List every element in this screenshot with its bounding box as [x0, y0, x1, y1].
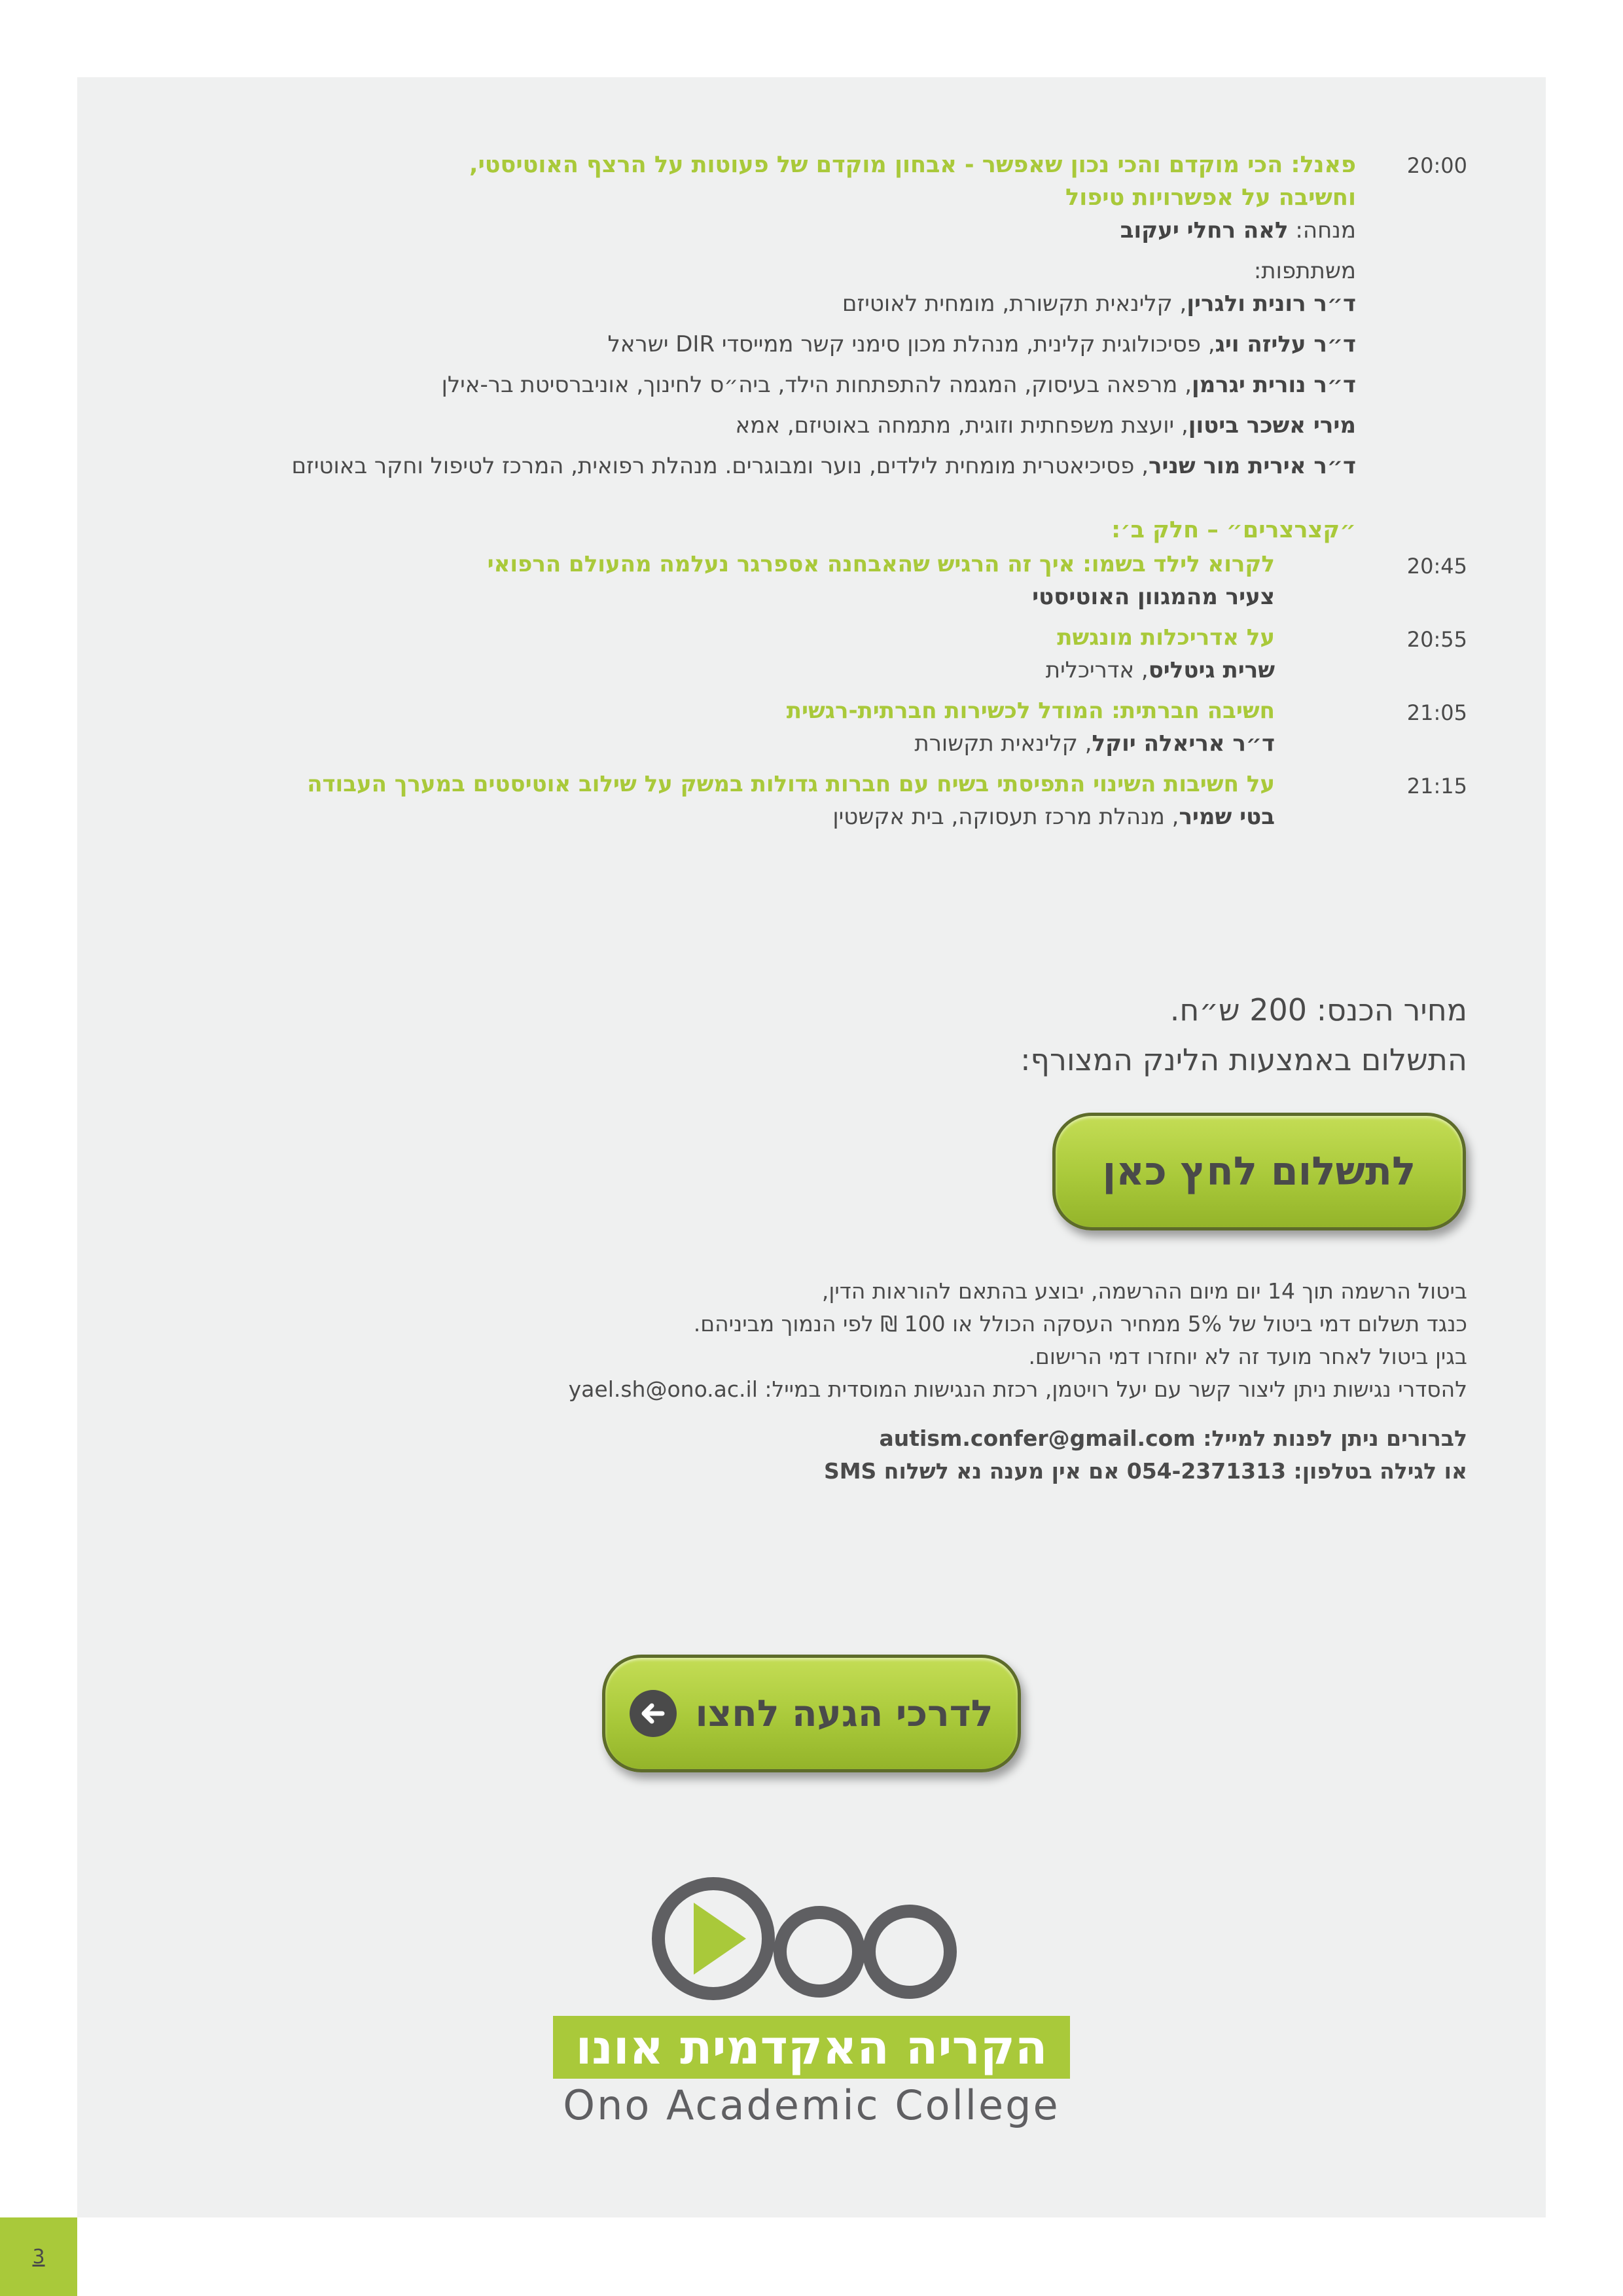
logo-english: Ono Academic College: [563, 2081, 1060, 2129]
participant-name: מירי אשכר ביטון: [1188, 412, 1356, 439]
policy-line: כנגד תשלום דמי ביטול של 5% ממחיר העסקה הכולל או 100 ₪ לפי הנמוך מביניהם.: [693, 1311, 1467, 1336]
participant-desc: , פסיכיאטרית מומחית לילדים, נוער ומבוגרים. מנהלת רפואית, המרכז לטיפול וחקר באוטיזם: [291, 453, 1149, 479]
phone-label: או לגילה בטלפון:: [1286, 1458, 1467, 1484]
speaker-name: בטי שמיר: [1179, 804, 1275, 830]
speaker-name: ד״ר אריאלה יוקל: [1092, 730, 1275, 757]
shorts-heading: ״קצרצרים״ – חלק ב׳:: [1111, 517, 1356, 543]
participant-name: ד״ר רונית ולגרין: [1186, 291, 1356, 317]
logo-hebrew-band: [553, 2016, 1070, 2079]
speaker-desc: , אדריכלית: [1045, 657, 1149, 683]
logo-hebrew: הקריה האקדמית אונו: [575, 2020, 1048, 2075]
panel-title-line2: וחשיבה על אפשרויות טיפול: [1065, 185, 1356, 211]
payment-text: התשלום באמצעות הלינק המצורף:: [1020, 1042, 1467, 1077]
participant-item: [736, 412, 1356, 439]
arrow-left-icon: [630, 1690, 677, 1737]
short-time: 20:45: [1406, 554, 1467, 579]
ono-logo-mark: [648, 1873, 975, 2004]
contact-email-line: [880, 1426, 1468, 1451]
participant-desc: , מרפאה בעיסוק, המגמה להתפתחות הילד, ביה״ס לחינוך, אוניברסיטת בר-אילן: [441, 372, 1192, 398]
speaker-name: צעיר מהמגוון האוטיסטי: [1032, 584, 1275, 610]
policy-line: ביטול הרשמה תוך 14 יום מיום ההרשמה, יבוצע בהתאם להוראות הדין,: [821, 1278, 1467, 1304]
short-time: 21:15: [1406, 774, 1467, 798]
ono-logo: [648, 1873, 975, 2004]
short-time: 21:05: [1406, 700, 1467, 725]
directions-button-label: לדרכי הגעה לחצו: [695, 1692, 993, 1735]
page-number: 3: [0, 2217, 77, 2296]
pay-button-label: לתשלום לחץ כאן: [1102, 1149, 1416, 1194]
short-title: לקרוא לילד בשמו: איך זה הרגיש שהאבחנה אספרגר נעלמה מהעולם הרפואי: [487, 551, 1275, 577]
contact-phone: 054-2371313 אם אין מענה נא לשלוח SMS: [823, 1458, 1287, 1484]
session-time: 20:00: [1406, 153, 1467, 178]
directions-button[interactable]: [602, 1655, 1021, 1772]
participant-desc: , קלינאית תקשורת, מומחית לאוטיזם: [842, 291, 1187, 317]
participant-item: [842, 291, 1356, 317]
speaker-name: שרית גיטליס: [1148, 657, 1275, 683]
policy-block: [569, 1275, 1467, 1406]
contact-phone-line: [824, 1458, 1467, 1484]
pay-button[interactable]: [1052, 1113, 1466, 1230]
email-label: לברורים ניתן לפנות למייל:: [1195, 1426, 1467, 1451]
participant-item: [607, 331, 1356, 357]
short-speaker: [832, 804, 1275, 830]
speaker-desc: , מנהלת מרכז תעסוקה, בית אקשטין: [832, 804, 1179, 830]
participant-name: ד״ר נורית יגרמן: [1192, 372, 1356, 398]
participant-item: [442, 372, 1356, 398]
moderator-name: לאה רחלי יעקוב: [1120, 217, 1289, 243]
participant-name: ד״ר אירית מור שניר: [1149, 453, 1356, 479]
price-text: מחיר הכנס: 200 ש״ח.: [1169, 992, 1467, 1028]
speaker-desc: , קלינאית תקשורת: [914, 730, 1092, 757]
policy-line: להסדרי נגישות ניתן ליצור קשר עם יעל רויטמן, רכזת הנגישות המוסדית במייל: yael.sh@ono.ac.il: [568, 1376, 1467, 1402]
participant-item: [291, 453, 1356, 479]
short-speaker: [914, 730, 1275, 757]
panel-title-line1: פאנל: הכי מוקדם והכי נכון שאפשר - אבחון מוקדם של פעוטות על הרצף האוטיסטי,: [469, 152, 1356, 178]
contact-email-link[interactable]: autism.confer@gmail.com: [879, 1426, 1196, 1451]
short-title: על חשיבות השינוי התפיסתי בשיח עם חברות גדולות במשק על שילוב אוטיסטים במערך העבודה: [307, 771, 1275, 797]
short-title: על אדריכלות מונגשת: [1057, 624, 1275, 651]
participant-desc: , יועצת משפחתית וזוגית, מתמחה באוטיזם, אמא: [735, 412, 1188, 439]
short-speaker: [1046, 657, 1275, 683]
short-time: 20:55: [1406, 627, 1467, 652]
moderator-line: [1120, 217, 1356, 243]
participant-name: ד״ר עליזה ויג: [1215, 331, 1356, 357]
short-speaker: [1032, 584, 1275, 610]
moderator-label: מנחה:: [1288, 217, 1356, 243]
participants-label: משתתפות:: [1253, 258, 1356, 284]
policy-line: בגין ביטול לאחר מועד זה לא יוחזרו דמי הרישום.: [1028, 1344, 1467, 1369]
short-title: חשיבה חברתית: המודל לכשירות חברתית-רגשית: [786, 698, 1275, 724]
participant-desc: , פסיכולוגית קלינית, מנהלת מכון סימני קשר ממייסדי DIR ישראל: [607, 331, 1215, 357]
